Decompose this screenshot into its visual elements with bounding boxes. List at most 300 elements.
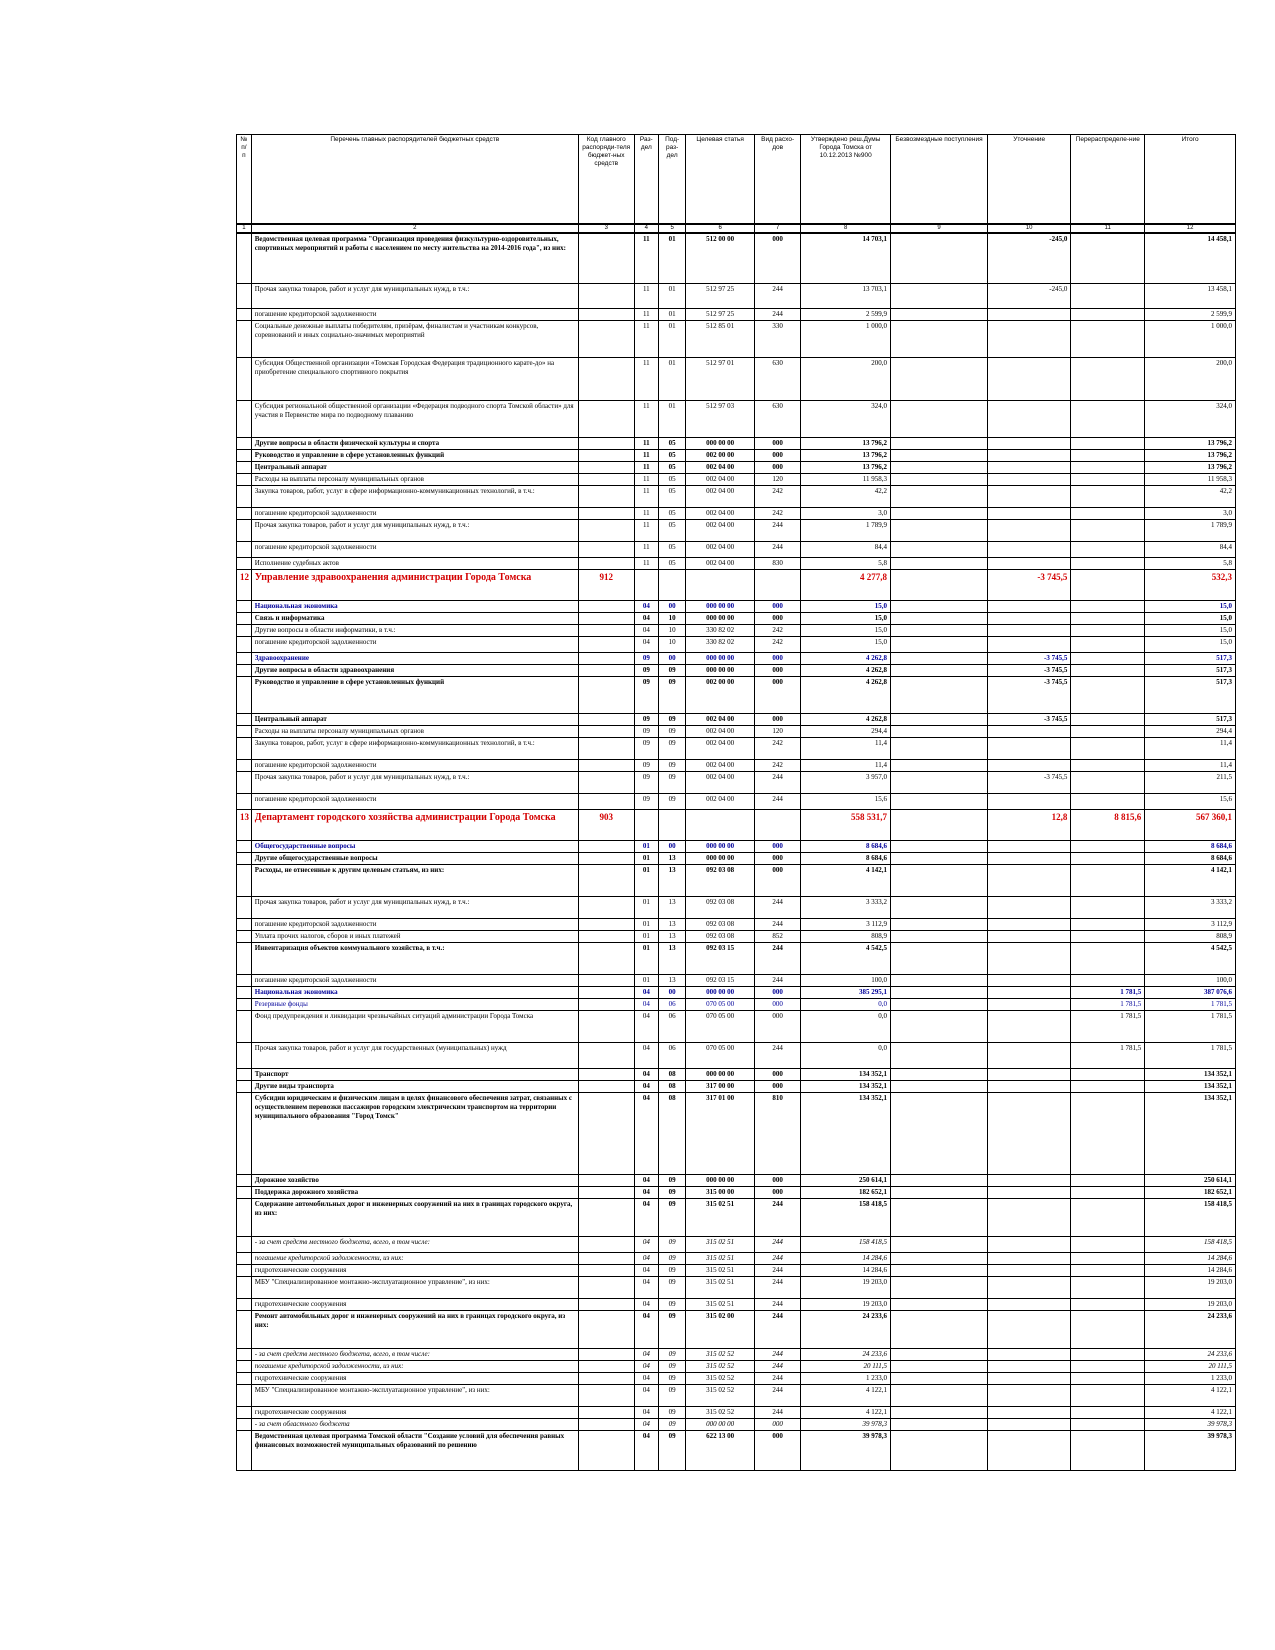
- row-section: 09: [634, 713, 658, 725]
- row-approved: 1 789,9: [801, 519, 891, 541]
- row-subsection: 09: [658, 1310, 685, 1348]
- row-approved: 0,0: [801, 998, 891, 1010]
- row-code: [578, 1252, 634, 1264]
- row-refinement: [988, 852, 1071, 864]
- table-row: [237, 283, 1236, 308]
- row-section: 01: [634, 918, 658, 930]
- row-expense-type: 630: [754, 357, 800, 400]
- table-row: [237, 1186, 1236, 1198]
- row-subsection: 09: [658, 793, 685, 809]
- row-target-article: 512 00 00: [686, 233, 755, 283]
- row-redistribution: [1071, 1186, 1145, 1198]
- table-row: [237, 1174, 1236, 1186]
- table-row: [237, 400, 1236, 437]
- row-code: [578, 400, 634, 437]
- header-redistribution: Перераспределе-ние: [1071, 135, 1145, 225]
- row-redistribution: [1071, 1252, 1145, 1264]
- row-grants: [890, 541, 987, 557]
- row-code: [578, 1198, 634, 1236]
- row-refinement: [988, 896, 1071, 918]
- row-approved: 4 142,1: [801, 864, 891, 896]
- row-subsection: 09: [658, 713, 685, 725]
- row-total: 134 352,1: [1145, 1068, 1236, 1080]
- row-grants: [890, 759, 987, 771]
- row-approved: 1 233,0: [801, 1372, 891, 1384]
- row-grants: [890, 1236, 987, 1252]
- row-number: [237, 1430, 252, 1470]
- row-expense-type: 852: [754, 930, 800, 942]
- row-code: [578, 320, 634, 357]
- row-redistribution: [1071, 461, 1145, 473]
- row-redistribution: [1071, 725, 1145, 737]
- row-number: [237, 713, 252, 725]
- row-grants: [890, 1198, 987, 1236]
- row-code: [578, 793, 634, 809]
- row-name: погашение кредиторской задолженности, из них:: [251, 1252, 578, 1264]
- row-grants: [890, 1418, 987, 1430]
- row-redistribution: [1071, 233, 1145, 283]
- row-code: [578, 1080, 634, 1092]
- row-total: 808,9: [1145, 930, 1236, 942]
- table-row: [237, 998, 1236, 1010]
- row-expense-type: 000: [754, 664, 800, 676]
- row-subsection: 13: [658, 918, 685, 930]
- row-subsection: 00: [658, 600, 685, 612]
- table-row: [237, 557, 1236, 569]
- column-number: 3: [578, 224, 634, 233]
- row-redistribution: [1071, 320, 1145, 357]
- row-target-article: 070 05 00: [686, 1042, 755, 1068]
- row-refinement: [988, 1198, 1071, 1236]
- row-expense-type: 000: [754, 1010, 800, 1042]
- row-section: 04: [634, 1186, 658, 1198]
- row-name: Другие виды транспорта: [251, 1080, 578, 1092]
- row-target-article: 000 00 00: [686, 1418, 755, 1430]
- row-approved: 13 703,1: [801, 283, 891, 308]
- row-code: [578, 852, 634, 864]
- table-row: [237, 357, 1236, 400]
- row-total: 100,0: [1145, 974, 1236, 986]
- row-subsection: 05: [658, 461, 685, 473]
- row-subsection: 09: [658, 1406, 685, 1418]
- row-name: Транспорт: [251, 1068, 578, 1080]
- row-grants: [890, 1276, 987, 1298]
- row-redistribution: [1071, 1174, 1145, 1186]
- row-grants: [890, 636, 987, 652]
- header-total: Итого: [1145, 135, 1236, 225]
- row-redistribution: [1071, 449, 1145, 461]
- table-row: [237, 652, 1236, 664]
- header-approved: Утверждено реш.Думы Города Томска от 10.12.2013 №900: [801, 135, 891, 225]
- row-grants: [890, 974, 987, 986]
- row-code: [578, 541, 634, 557]
- row-name: Другие вопросы в области информатики, в т.ч.:: [251, 624, 578, 636]
- row-approved: 2 599,9: [801, 308, 891, 320]
- row-code: [578, 449, 634, 461]
- row-target-article: 092 03 08: [686, 918, 755, 930]
- row-refinement: [988, 449, 1071, 461]
- row-code: [578, 1384, 634, 1406]
- row-redistribution: [1071, 1068, 1145, 1080]
- row-grants: [890, 1384, 987, 1406]
- row-section: 04: [634, 1430, 658, 1470]
- row-number: [237, 676, 252, 713]
- row-approved: 0,0: [801, 1042, 891, 1068]
- row-number: [237, 1360, 252, 1372]
- row-expense-type: 000: [754, 1068, 800, 1080]
- row-section: 11: [634, 519, 658, 541]
- row-redistribution: [1071, 974, 1145, 986]
- row-code: [578, 1372, 634, 1384]
- row-grants: [890, 437, 987, 449]
- row-number: [237, 1174, 252, 1186]
- row-total: 4 122,1: [1145, 1406, 1236, 1418]
- row-target-article: 092 03 15: [686, 974, 755, 986]
- row-number: [237, 1310, 252, 1348]
- row-redistribution: 1 781,5: [1071, 986, 1145, 998]
- row-subsection: 09: [658, 1418, 685, 1430]
- row-expense-type: 244: [754, 793, 800, 809]
- row-section: 11: [634, 320, 658, 357]
- row-approved: 19 203,0: [801, 1298, 891, 1310]
- row-redistribution: [1071, 713, 1145, 725]
- row-redistribution: [1071, 840, 1145, 852]
- row-redistribution: [1071, 507, 1145, 519]
- row-grants: [890, 1372, 987, 1384]
- row-approved: 5,8: [801, 557, 891, 569]
- row-name: гидротехнические сооружения: [251, 1406, 578, 1418]
- row-refinement: [988, 1186, 1071, 1198]
- table-row: [237, 1384, 1236, 1406]
- row-redistribution: [1071, 636, 1145, 652]
- row-approved: 39 978,3: [801, 1418, 891, 1430]
- row-code: 912: [578, 569, 634, 600]
- row-name: Ремонт автомобильных дорог и инженерных сооружений на них в границах городского округа, из них:: [251, 1310, 578, 1348]
- row-section: 04: [634, 624, 658, 636]
- table-row: [237, 1372, 1236, 1384]
- row-subsection: 09: [658, 1236, 685, 1252]
- row-subsection: 00: [658, 652, 685, 664]
- row-code: [578, 998, 634, 1010]
- row-expense-type: 244: [754, 918, 800, 930]
- row-grants: [890, 461, 987, 473]
- row-name: Другие вопросы в области физической культуры и спорта: [251, 437, 578, 449]
- row-section: 11: [634, 283, 658, 308]
- row-number: [237, 541, 252, 557]
- table-row: [237, 1276, 1236, 1298]
- row-code: [578, 1360, 634, 1372]
- row-total: 517,3: [1145, 713, 1236, 725]
- row-total: 24 233,6: [1145, 1348, 1236, 1360]
- row-name: - за счет средств местного бюджета, всего, в том числе:: [251, 1348, 578, 1360]
- row-number: [237, 1010, 252, 1042]
- table-row: [237, 664, 1236, 676]
- row-number: [237, 793, 252, 809]
- row-subsection: 06: [658, 1010, 685, 1042]
- row-expense-type: 242: [754, 737, 800, 759]
- row-expense-type: 120: [754, 725, 800, 737]
- row-target-article: 002 04 00: [686, 771, 755, 793]
- row-name: Центральный аппарат: [251, 461, 578, 473]
- row-expense-type: 000: [754, 840, 800, 852]
- row-number: [237, 437, 252, 449]
- row-number: [237, 986, 252, 998]
- row-refinement: [988, 519, 1071, 541]
- row-number: [237, 1236, 252, 1252]
- row-total: 11 958,3: [1145, 473, 1236, 485]
- row-total: 3 112,9: [1145, 918, 1236, 930]
- row-approved: 19 203,0: [801, 1276, 891, 1298]
- row-expense-type: 244: [754, 283, 800, 308]
- row-expense-type: 000: [754, 998, 800, 1010]
- row-grants: [890, 612, 987, 624]
- row-name: Резервные фонды: [251, 998, 578, 1010]
- row-grants: [890, 449, 987, 461]
- row-number: [237, 918, 252, 930]
- row-name: Руководство и управление в сфере установленных функций: [251, 449, 578, 461]
- row-code: [578, 600, 634, 612]
- row-expense-type: 244: [754, 974, 800, 986]
- row-approved: 4 277,8: [801, 569, 891, 600]
- table-row: [237, 233, 1236, 283]
- row-name: Прочая закупка товаров, работ и услуг для муниципальных нужд, в т.ч.:: [251, 519, 578, 541]
- row-number: [237, 771, 252, 793]
- row-target-article: 622 13 00: [686, 1430, 755, 1470]
- row-refinement: -245,0: [988, 233, 1071, 283]
- row-subsection: 01: [658, 308, 685, 320]
- row-code: [578, 1310, 634, 1348]
- row-approved: 8 684,6: [801, 840, 891, 852]
- row-target-article: 002 04 00: [686, 507, 755, 519]
- row-approved: 4 122,1: [801, 1406, 891, 1418]
- row-section: 04: [634, 1360, 658, 1372]
- row-number: [237, 1198, 252, 1236]
- row-target-article: 000 00 00: [686, 1174, 755, 1186]
- row-target-article: 317 01 00: [686, 1092, 755, 1174]
- table-row: [237, 1236, 1236, 1252]
- row-approved: 134 352,1: [801, 1068, 891, 1080]
- row-section: 09: [634, 759, 658, 771]
- row-total: 4 122,1: [1145, 1384, 1236, 1406]
- row-approved: 14 284,6: [801, 1252, 891, 1264]
- row-subsection: 09: [658, 737, 685, 759]
- row-section: 01: [634, 930, 658, 942]
- row-subsection: 09: [658, 1384, 685, 1406]
- row-total: 134 352,1: [1145, 1092, 1236, 1174]
- row-approved: 4 262,8: [801, 664, 891, 676]
- table-row: [237, 461, 1236, 473]
- row-refinement: [988, 1174, 1071, 1186]
- row-total: 5,8: [1145, 557, 1236, 569]
- row-total: 15,0: [1145, 612, 1236, 624]
- row-refinement: [988, 759, 1071, 771]
- row-total: 15,0: [1145, 624, 1236, 636]
- row-name: гидротехнические сооружения: [251, 1264, 578, 1276]
- row-section: 04: [634, 1372, 658, 1384]
- row-section: 04: [634, 600, 658, 612]
- row-code: [578, 918, 634, 930]
- row-redistribution: [1071, 1430, 1145, 1470]
- row-expense-type: 000: [754, 986, 800, 998]
- row-expense-type: 000: [754, 437, 800, 449]
- row-subsection: 05: [658, 507, 685, 519]
- row-target-article: [686, 569, 755, 600]
- row-number: [237, 974, 252, 986]
- row-section: 09: [634, 664, 658, 676]
- row-approved: 13 796,2: [801, 461, 891, 473]
- row-target-article: 315 02 51: [686, 1276, 755, 1298]
- row-section: 04: [634, 1174, 658, 1186]
- row-section: 04: [634, 1264, 658, 1276]
- row-target-article: 000 00 00: [686, 1068, 755, 1080]
- row-section: 09: [634, 652, 658, 664]
- row-code: [578, 864, 634, 896]
- row-approved: 134 352,1: [801, 1080, 891, 1092]
- row-grants: [890, 918, 987, 930]
- row-section: 04: [634, 1080, 658, 1092]
- row-redistribution: [1071, 1384, 1145, 1406]
- row-name: Прочая закупка товаров, работ и услуг для государственных (муниципальных) нужд: [251, 1042, 578, 1068]
- row-total: 1 781,5: [1145, 998, 1236, 1010]
- row-total: 15,0: [1145, 600, 1236, 612]
- row-number: [237, 283, 252, 308]
- row-redistribution: [1071, 624, 1145, 636]
- table-row: [237, 473, 1236, 485]
- row-grants: [890, 930, 987, 942]
- row-refinement: [988, 1236, 1071, 1252]
- row-number: [237, 1384, 252, 1406]
- row-grants: [890, 864, 987, 896]
- row-refinement: [988, 918, 1071, 930]
- row-target-article: 000 00 00: [686, 986, 755, 998]
- table-row: [237, 612, 1236, 624]
- row-name: Ведомственная целевая программа Томской области "Создание условий для обеспечения равных финансовых возможностей муниципальных образований по решению: [251, 1430, 578, 1470]
- row-expense-type: 000: [754, 676, 800, 713]
- row-approved: 11 958,3: [801, 473, 891, 485]
- row-number: [237, 320, 252, 357]
- header-code: Код главного распоряди-теля бюджет-ных средств: [578, 135, 634, 225]
- row-section: 11: [634, 357, 658, 400]
- row-number: [237, 357, 252, 400]
- table-row: [237, 809, 1236, 840]
- row-section: 11: [634, 541, 658, 557]
- row-expense-type: 244: [754, 1406, 800, 1418]
- row-code: [578, 1418, 634, 1430]
- row-section: 09: [634, 793, 658, 809]
- row-section: 01: [634, 852, 658, 864]
- header-expense-type: Вид расхо-дов: [754, 135, 800, 225]
- row-name: гидротехнические сооружения: [251, 1372, 578, 1384]
- row-redistribution: [1071, 541, 1145, 557]
- row-expense-type: [754, 809, 800, 840]
- row-approved: 4 262,8: [801, 652, 891, 664]
- row-expense-type: 330: [754, 320, 800, 357]
- row-redistribution: [1071, 308, 1145, 320]
- row-name: Департамент городского хозяйства администрации Города Томска: [251, 809, 578, 840]
- row-target-article: 315 02 52: [686, 1406, 755, 1418]
- row-refinement: [988, 1310, 1071, 1348]
- row-refinement: [988, 473, 1071, 485]
- row-code: [578, 930, 634, 942]
- row-redistribution: [1071, 485, 1145, 507]
- row-section: 09: [634, 771, 658, 793]
- header-name: Перечень главных распорядителей бюджетных средств: [251, 135, 578, 225]
- row-redistribution: [1071, 759, 1145, 771]
- row-section: 04: [634, 1198, 658, 1236]
- header-subsection: Под-раз-дел: [658, 135, 685, 225]
- row-grants: [890, 308, 987, 320]
- row-redistribution: [1071, 1372, 1145, 1384]
- row-subsection: 09: [658, 1360, 685, 1372]
- row-refinement: [988, 1384, 1071, 1406]
- row-grants: [890, 664, 987, 676]
- row-grants: [890, 600, 987, 612]
- row-code: [578, 612, 634, 624]
- row-refinement: [988, 930, 1071, 942]
- row-name: Прочая закупка товаров, работ и услуг для муниципальных нужд, в т.ч.:: [251, 771, 578, 793]
- row-refinement: [988, 1264, 1071, 1276]
- header-section: Раз-дел: [634, 135, 658, 225]
- column-number-row: [237, 224, 1236, 233]
- row-approved: 3 333,2: [801, 896, 891, 918]
- row-name: Национальная экономика: [251, 986, 578, 998]
- row-refinement: -3 745,5: [988, 569, 1071, 600]
- row-target-article: 512 85 01: [686, 320, 755, 357]
- row-total: 13 796,2: [1145, 449, 1236, 461]
- row-grants: [890, 1092, 987, 1174]
- row-section: 09: [634, 676, 658, 713]
- row-approved: 15,0: [801, 612, 891, 624]
- row-subsection: 00: [658, 986, 685, 998]
- row-name: Дорожное хозяйство: [251, 1174, 578, 1186]
- row-code: [578, 1348, 634, 1360]
- row-target-article: 315 02 51: [686, 1264, 755, 1276]
- row-expense-type: 630: [754, 400, 800, 437]
- row-grants: [890, 896, 987, 918]
- row-approved: 42,2: [801, 485, 891, 507]
- row-subsection: 10: [658, 612, 685, 624]
- row-expense-type: 244: [754, 519, 800, 541]
- row-approved: 250 614,1: [801, 1174, 891, 1186]
- row-redistribution: [1071, 737, 1145, 759]
- row-subsection: 09: [658, 1298, 685, 1310]
- row-section: 04: [634, 1068, 658, 1080]
- row-grants: [890, 1310, 987, 1348]
- row-number: [237, 308, 252, 320]
- row-section: 04: [634, 1418, 658, 1430]
- row-expense-type: 244: [754, 1264, 800, 1276]
- row-number: [237, 1068, 252, 1080]
- row-refinement: [988, 308, 1071, 320]
- row-name: Субсидия Общественной организации «Томская Городская Федерация традиционного карате-до» на приобретение специального спортивного покрытия: [251, 357, 578, 400]
- row-target-article: 330 82 02: [686, 624, 755, 636]
- row-refinement: [988, 1372, 1071, 1384]
- row-refinement: -3 745,5: [988, 771, 1071, 793]
- row-grants: [890, 713, 987, 725]
- table-row: [237, 1198, 1236, 1236]
- row-target-article: 000 00 00: [686, 664, 755, 676]
- row-section: [634, 809, 658, 840]
- row-total: 19 203,0: [1145, 1276, 1236, 1298]
- row-target-article: 002 04 00: [686, 519, 755, 541]
- row-total: 11,4: [1145, 759, 1236, 771]
- row-redistribution: [1071, 612, 1145, 624]
- row-code: [578, 1092, 634, 1174]
- row-redistribution: [1071, 437, 1145, 449]
- row-grants: [890, 1360, 987, 1372]
- row-grants: [890, 998, 987, 1010]
- row-expense-type: 000: [754, 461, 800, 473]
